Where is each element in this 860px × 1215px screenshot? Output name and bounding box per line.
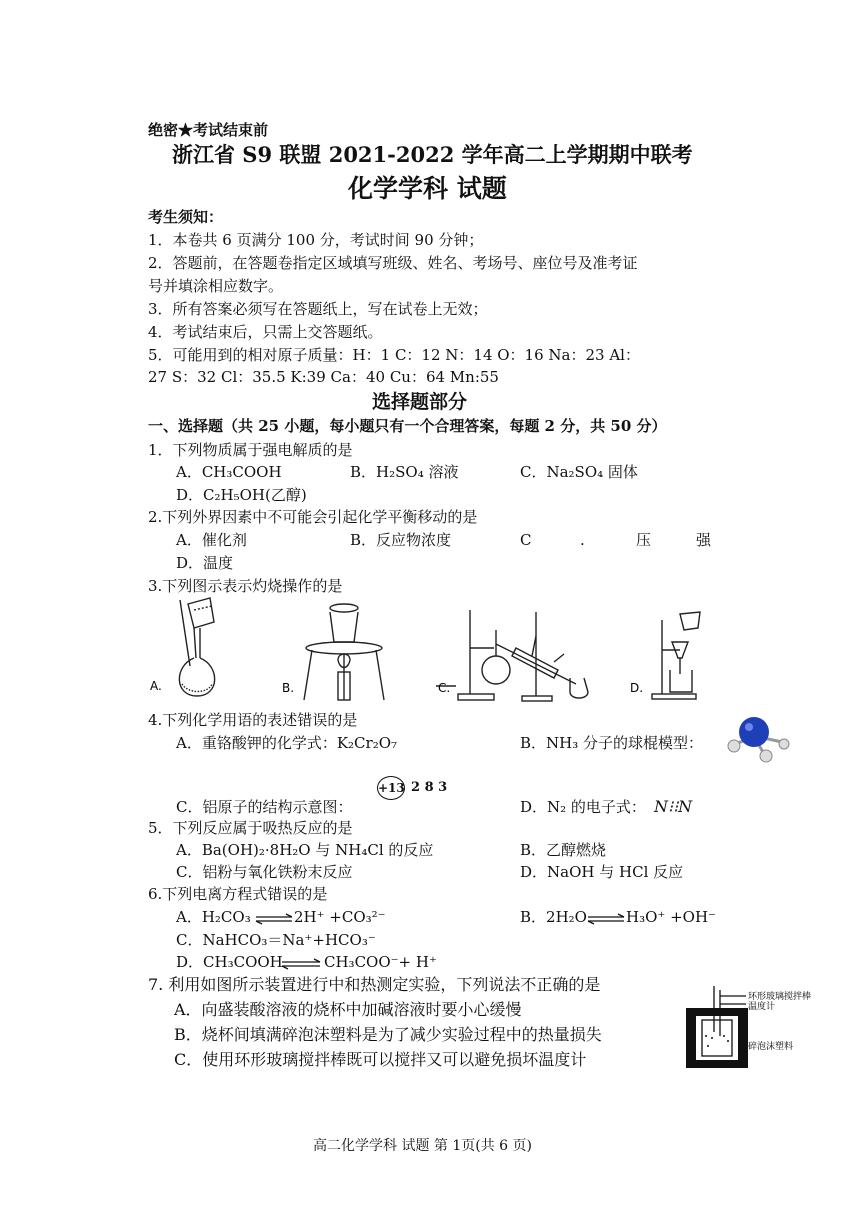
exam-subtitle: 化学学科 试题 [348,174,507,203]
q1-option-c: C．Na₂SO₄ 固体 [520,463,638,481]
notice-line: 1．本卷共 6 页满分 100 分，考试时间 90 分钟； [148,231,484,249]
q3-fig-a-label: A. [150,679,162,693]
q2-option-d: D．温度 [176,554,234,572]
q4-option-d: D．N₂ 的电子式： [520,798,646,816]
exam-title: 浙江省 S9 联盟 2021-2022 学年高二上学期期中联考 [172,142,693,167]
q3-fig-b-label: B. [282,681,295,695]
q1-stem: 1．下列物质属于强电解质的是 [148,441,353,459]
q3-figure-a [150,596,230,701]
q6-option-d-left: D．CH₃COOH [176,953,283,971]
al-nucleus: +13 [377,776,405,800]
equilibrium-arrow [588,914,626,924]
calorimeter-label-thermometer: 温度计 [748,1002,776,1012]
q6-option-b-right: H₃O⁺ +OH⁻ [626,908,716,926]
q4-option-b: B．NH₃ 分子的球棍模型： [520,734,704,752]
q4-stem: 4.下列化学用语的表述错误的是 [148,711,358,729]
q3-fig-d-label: D. [630,681,644,695]
calorimeter-label-foam: 碎泡沫塑料 [748,1042,794,1052]
q3-figure-b [282,600,382,700]
q2-option-c-part: . [580,531,585,549]
q7-option-a: A．向盛装酸溶液的烧杯中加碱溶液时要小心缓慢 [174,1000,522,1019]
q2-option-c-part: 强 [696,531,712,549]
q1-option-b: B．H₂SO₄ 溶液 [350,463,459,481]
q2-stem: 2.下列外界因素中不可能会引起化学平衡移动的是 [148,508,478,526]
nh3-ball-stick-model [724,708,794,768]
q1-option-d: D．C₂H₅OH(乙醇) [176,486,307,504]
notice-line: 号并填涂相应数字。 [148,277,284,295]
section-part: 一、选择题（共 25 小题，每小题只有一个合理答案，每题 2 分，共 50 分） [148,417,667,435]
q6-option-a-right: 2H⁺ +CO₃²⁻ [294,908,386,926]
q6-option-a-left: A．H₂CO₃ [176,908,251,926]
q2-option-c-part: 压 [636,531,652,549]
q6-option-d-right: CH₃COO⁻+ H⁺ [324,953,437,971]
equilibrium-arrow [256,914,294,924]
q5-option-c: C．铝粉与氧化铁粉末反应 [176,863,353,881]
notice-line: 2．答题前，在答题卷指定区域填写班级、姓名、考场号、座位号及准考证 [148,254,638,272]
notice-line: 4．考试结束后，只需上交答题纸。 [148,323,383,341]
q3-stem: 3.下列图示表示灼烧操作的是 [148,577,343,595]
q3-figure-d [630,612,710,700]
page-footer: 高二化学学科 试题 第 1页(共 6 页) [313,1138,532,1154]
q1-option-a: A．CH₃COOH [176,463,282,481]
section-title: 选择题部分 [372,391,468,413]
notice-line: 3．所有答案必须写在答题纸上，写在试卷上无效； [148,300,488,318]
q6-stem: 6.下列电离方程式错误的是 [148,885,328,903]
equilibrium-arrow [282,959,322,969]
calorimeter-label-stirrer: 环形玻璃搅拌棒 [748,992,812,1002]
q5-option-b: B．乙醇燃烧 [520,841,607,859]
q3-fig-c-label: C. [438,681,451,695]
calorimeter-figure [680,986,830,1070]
q5-option-a: A．Ba(OH)₂·8H₂O 与 NH₄Cl 的反应 [176,841,434,859]
q4-option-c: C．铝原子的结构示意图： [176,798,353,816]
q7-option-b: B．烧杯间填满碎泡沫塑料是为了减少实验过程中的热量损失 [174,1025,602,1044]
q4-option-a: A．重铬酸钾的化学式：K₂Cr₂O₇ [176,734,398,752]
q2-option-b: B．反应物浓度 [350,531,452,549]
q7-stem: 7. 利用如图所示装置进行中和热测定实验，下列说法不正确的是 [148,975,601,994]
notice-line: 5．可能用到的相对原子质量：H：1 C：12 N：14 O：16 Na：23 Al： [148,346,640,364]
secret-label: 绝密★考试结束前 [148,121,269,139]
q7-option-c: C．使用环形玻璃搅拌棒既可以搅拌又可以避免损坏温度计 [174,1050,587,1069]
q5-stem: 5．下列反应属于吸热反应的是 [148,819,353,837]
al-electron-shells: 2 8 3 [411,780,448,795]
q3-figure-c [436,608,606,703]
q6-option-c: C．NaHCO₃＝Na⁺+HCO₃⁻ [176,931,376,949]
q5-option-d: D．NaOH 与 HCl 反应 [520,863,684,881]
notice-heading: 考生须知： [148,208,224,226]
q6-option-b-left: B．2H₂O [520,908,587,926]
q2-option-a: A．催化剂 [176,531,247,549]
n2-electron-formula: N⁝⁝N [654,797,693,816]
notice-line: 27 S：32 Cl：35.5 K:39 Ca：40 Cu：64 Mn:55 [148,368,499,386]
q2-option-c-part: C [520,531,532,549]
